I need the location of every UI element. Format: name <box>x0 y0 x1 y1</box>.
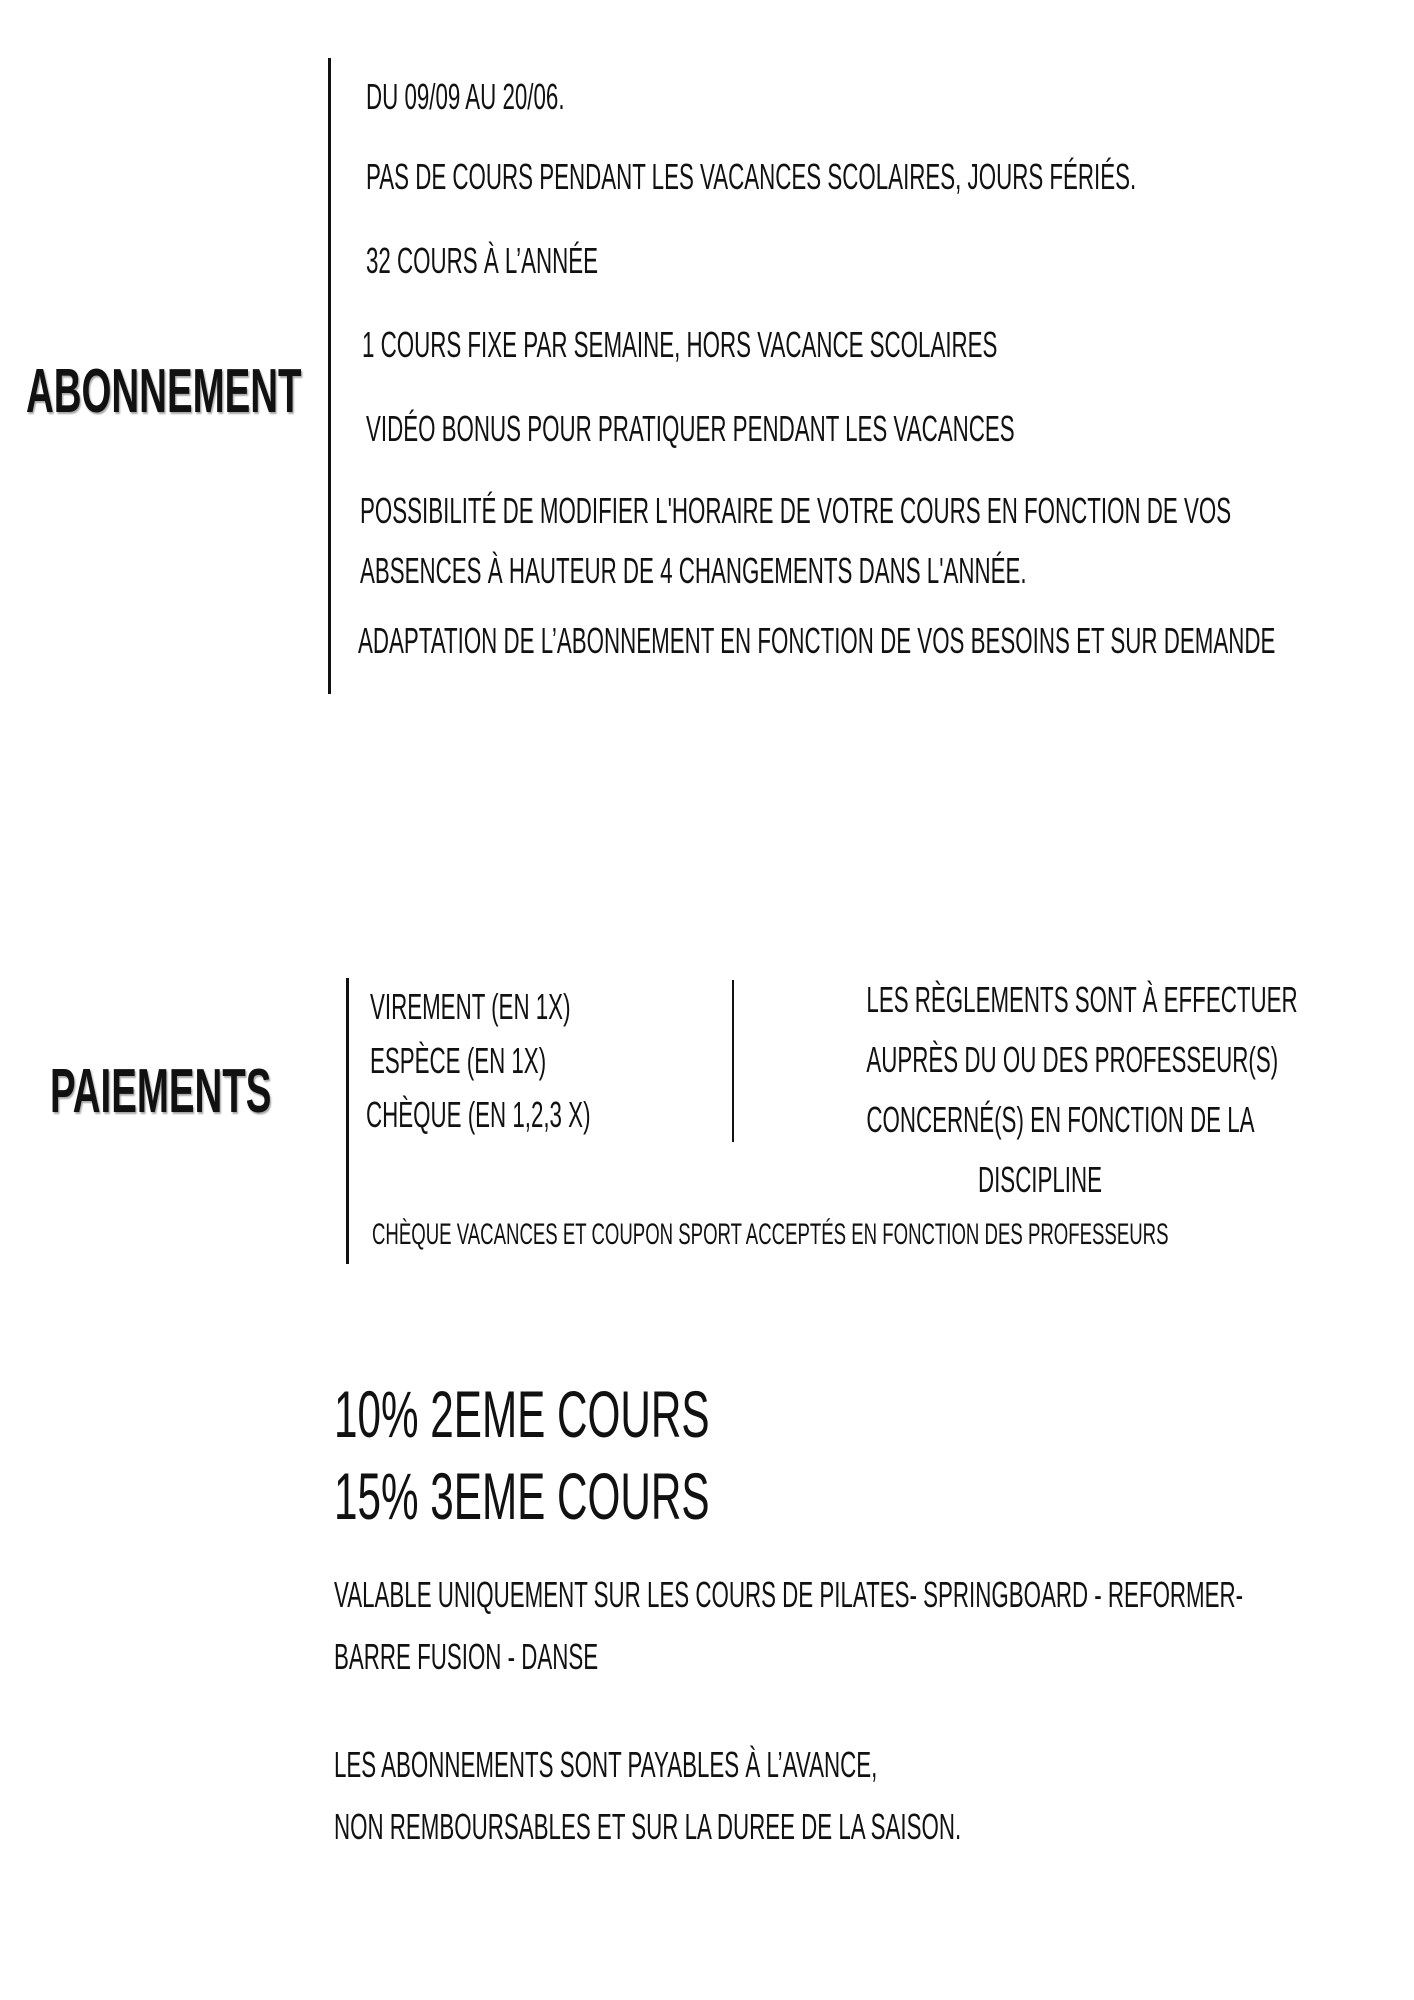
paiements-heading: PAIEMENTS <box>50 1057 272 1126</box>
abonnement-divider <box>328 58 331 694</box>
abonnement-line-dates: DU 09/09 AU 20/06. <box>366 76 565 117</box>
reduction-second-course: 10% 2EME COURS <box>334 1377 710 1451</box>
abonnement-line-video-bonus: VIDÉO BONUS POUR PRATIQUER PENDANT LES VACANCES <box>366 408 1015 449</box>
payment-info-line: DISCIPLINE <box>977 1159 1103 1200</box>
abonnement-line-absences: ABSENCES À HAUTEUR DE 4 CHANGEMENTS DANS L'ANNÉE. <box>360 550 1027 591</box>
terms-line2: NON REMBOURSABLES ET SUR LA DUREE DE LA SAISON. <box>334 1806 962 1847</box>
payment-info-line: AUPRÈS DU OU DES PROFESSEUR(S) <box>866 1039 1279 1080</box>
payment-info-line: LES RÈGLEMENTS SONT À EFFECTUER <box>866 979 1298 1020</box>
abonnement-line-possibilite: POSSIBILITÉ DE MODIFIER L'HORAIRE DE VOTRE COURS EN FONCTION DE VOS <box>360 490 1232 531</box>
reduction-validity-line2: BARRE FUSION - DANSE <box>334 1636 599 1677</box>
payment-method-cheque: CHÈQUE (EN 1,2,3 X) <box>366 1094 591 1135</box>
abonnement-line-cours-fixe: 1 COURS FIXE PAR SEMAINE, HORS VACANCE SCOLAIRES <box>362 324 998 365</box>
reduction-third-course: 15% 3EME COURS <box>334 1459 710 1533</box>
abonnement-heading: ABONNEMENT <box>26 357 302 426</box>
abonnement-line-cours-annee: 32 COURS À L’ANNÉE <box>366 240 598 281</box>
payment-method-virement: VIREMENT (EN 1X) <box>370 986 571 1027</box>
payment-method-espece: ESPÈCE (EN 1X) <box>370 1040 547 1081</box>
reduction-validity-line1: VALABLE UNIQUEMENT SUR LES COURS DE PILATES- SPRINGBOARD - REFORMER- <box>334 1574 1244 1615</box>
terms-line1: LES ABONNEMENTS SONT PAYABLES À L’AVANCE, <box>334 1744 878 1785</box>
paiements-divider <box>346 978 349 1264</box>
payment-info-block <box>760 970 1320 1210</box>
abonnement-line-vacances: PAS DE COURS PENDANT LES VACANCES SCOLAIRES, JOURS FÉRIÉS. <box>366 156 1137 197</box>
paiements-inner-divider <box>732 980 734 1142</box>
payment-info-line: CONCERNÉ(S) EN FONCTION DE LA <box>866 1099 1255 1140</box>
payment-note: CHÈQUE VACANCES ET COUPON SPORT ACCEPTÉS EN FONCTION DES PROFESSEURS <box>372 1218 1169 1251</box>
abonnement-line-adaptation: ADAPTATION DE L’ABONNEMENT EN FONCTION DE VOS BESOINS ET SUR DEMANDE <box>358 620 1276 661</box>
